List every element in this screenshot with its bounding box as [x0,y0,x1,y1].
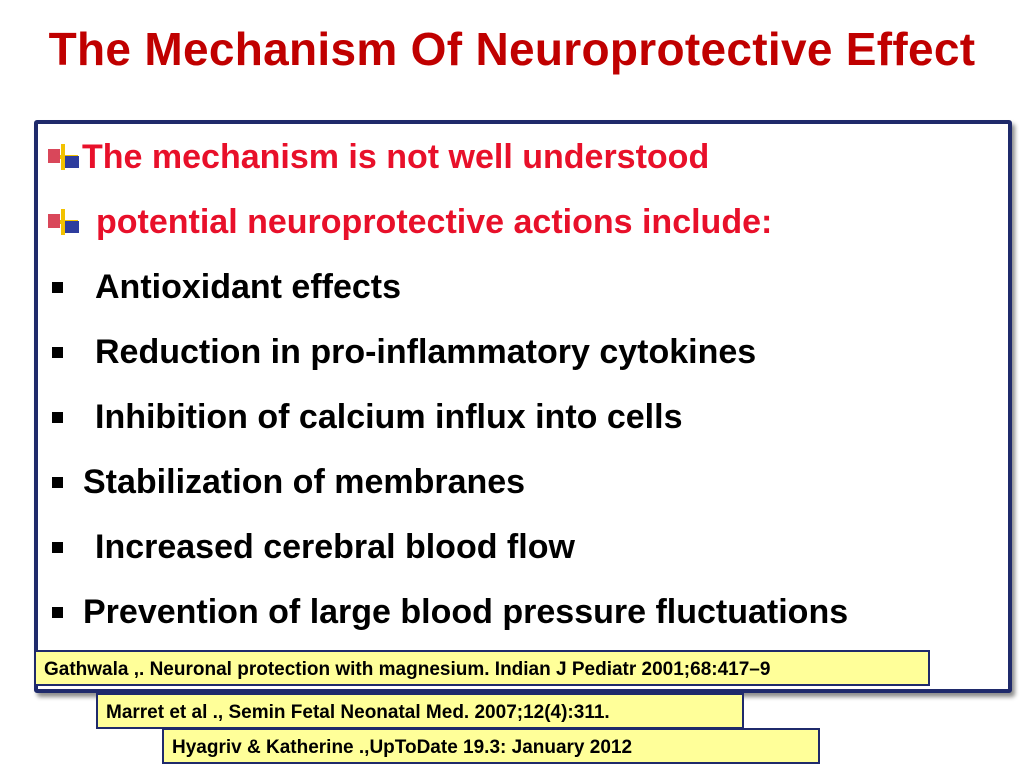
bullet-text: Antioxidant effects [95,267,402,306]
bullet-point [48,326,756,378]
reference-citation: Marret et al ., Semin Fetal Neonatal Med. 2007;12(4):311. [96,693,744,729]
bullet-point [48,391,682,443]
reference-citation: Gathwala ,. Neuronal protection with magnesium. Indian J Pediatr 2001;68:417–9 [34,650,930,686]
bullet-point [48,521,575,573]
bullet-point [48,261,401,313]
bullet-point [48,131,709,183]
bullet-text: Increased cerebral blood flow [95,527,575,566]
bullet-point [48,586,848,638]
bullet-text: The mechanism is not well understood [82,137,710,176]
bullet-text: Prevention of large blood pressure fluctuations [83,592,849,631]
bullet-text: potential neuroprotective actions include: [96,202,773,241]
square-bullet-icon [52,347,63,358]
bullet-text: Reduction in pro-inflammatory cytokines [95,332,757,371]
flag-bullet-icon [48,142,80,172]
content-box [34,120,1012,693]
flag-bullet-icon [48,207,80,237]
square-bullet-icon [52,542,63,553]
reference-citation: Hyagriv & Katherine .,UpToDate 19.3: January 2012 [162,728,820,764]
slide-title: The Mechanism Of Neuroprotective Effect [48,23,976,75]
bullet-point [48,456,525,508]
square-bullet-icon [52,607,63,618]
bullet-text: Stabilization of membranes [83,462,526,501]
bullet-text: Inhibition of calcium influx into cells [95,397,683,436]
square-bullet-icon [52,282,63,293]
square-bullet-icon [52,477,63,488]
bullet-point [48,196,772,248]
square-bullet-icon [52,412,63,423]
